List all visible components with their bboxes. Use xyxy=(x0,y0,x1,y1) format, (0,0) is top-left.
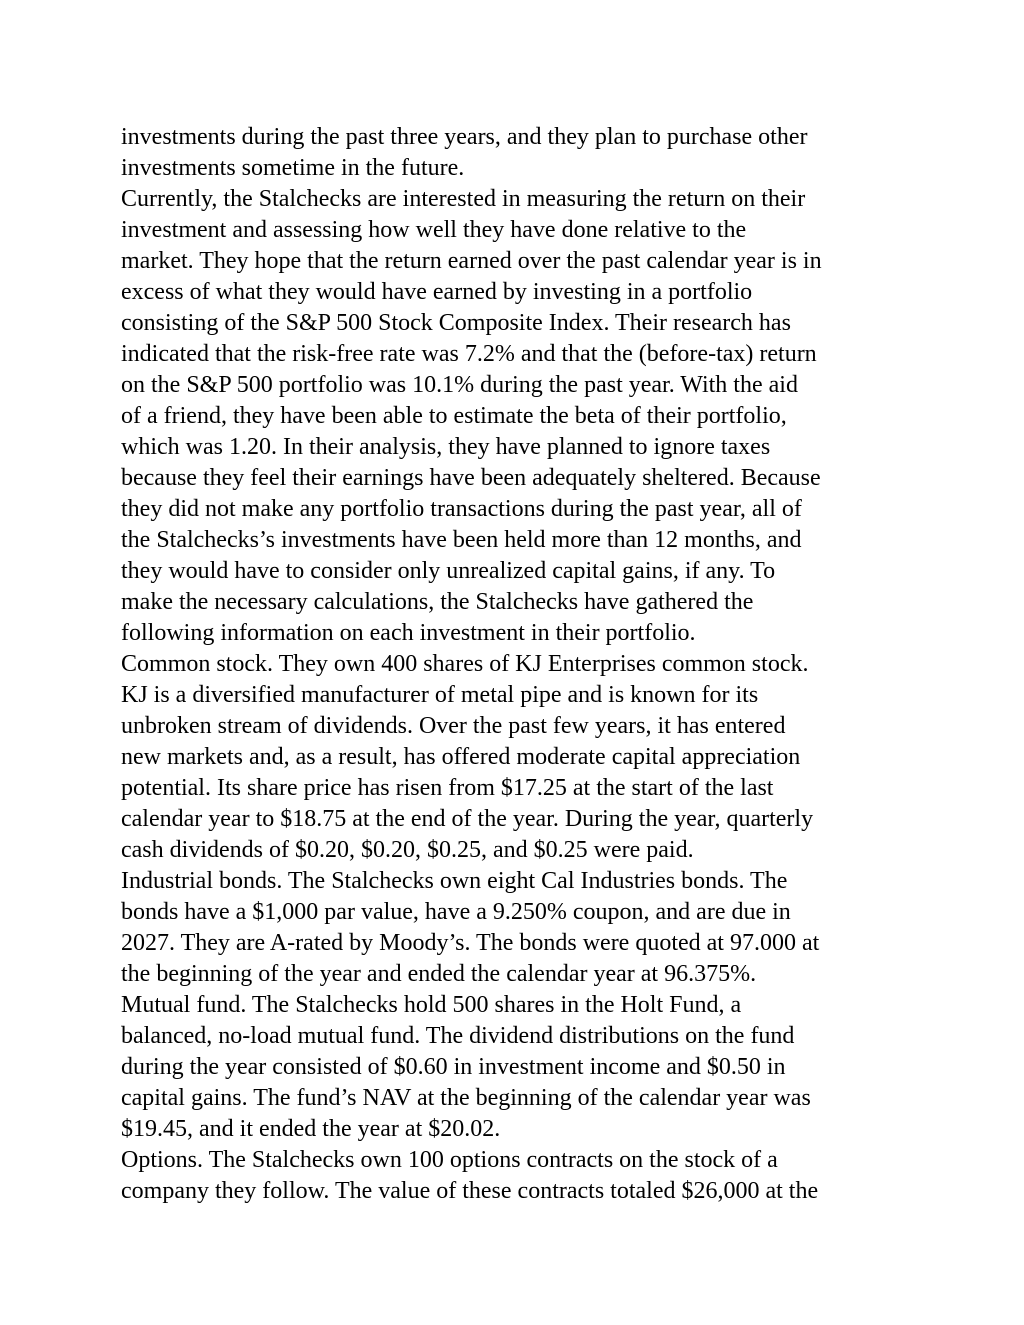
text-line-29: Mutual fund. The Stalchecks hold 500 shares in the Holt Fund, a xyxy=(121,992,742,1018)
text-line-17: following information on each investment in their portfolio. xyxy=(121,620,696,646)
text-line-23: calendar year to $18.75 at the end of the year. During the year, quarterly xyxy=(121,806,814,832)
text-line-12: because they feel their earnings have been adequately sheltered. Because xyxy=(121,465,821,491)
text-line-34: Options. The Stalchecks own 100 options contracts on the stock of a xyxy=(121,1147,778,1173)
text-line-26: bonds have a $1,000 par value, have a 9.250% coupon, and are due in xyxy=(121,899,791,925)
text-line-16: make the necessary calculations, the Stalchecks have gathered the xyxy=(121,589,754,615)
text-line-31: during the year consisted of $0.60 in investment income and $0.50 in xyxy=(121,1054,786,1080)
text-line-3: Currently, the Stalchecks are interested in measuring the return on their xyxy=(121,186,806,212)
text-line-27: 2027. They are A-rated by Moody’s. The bonds were quoted at 97.000 at xyxy=(121,930,820,956)
text-line-21: new markets and, as a result, has offered moderate capital appreciation xyxy=(121,744,801,770)
text-line-6: excess of what they would have earned by investing in a portfolio xyxy=(121,279,753,305)
text-line-22: potential. Its share price has risen from $17.25 at the start of the last xyxy=(121,775,774,801)
text-line-28: the beginning of the year and ended the calendar year at 96.375%. xyxy=(121,961,757,987)
text-line-25: Industrial bonds. The Stalchecks own eight Cal Industries bonds. The xyxy=(121,868,788,894)
text-line-10: of a friend, they have been able to estimate the beta of their portfolio, xyxy=(121,403,787,429)
text-line-24: cash dividends of $0.20, $0.20, $0.25, and $0.25 were paid. xyxy=(121,837,694,863)
text-line-30: balanced, no-load mutual fund. The dividend distributions on the fund xyxy=(121,1023,795,1049)
text-line-15: they would have to consider only unrealized capital gains, if any. To xyxy=(121,558,776,584)
text-line-5: market. They hope that the return earned over the past calendar year is in xyxy=(121,248,822,274)
text-line-13: they did not make any portfolio transactions during the past year, all of xyxy=(121,496,802,522)
text-line-14: the Stalchecks’s investments have been held more than 12 months, and xyxy=(121,527,802,553)
body-text xyxy=(121,122,921,1207)
text-line-33: $19.45, and it ended the year at $20.02. xyxy=(121,1116,501,1142)
text-line-4: investment and assessing how well they have done relative to the xyxy=(121,217,747,243)
text-line-32: capital gains. The fund’s NAV at the beginning of the calendar year was xyxy=(121,1085,811,1111)
text-line-11: which was 1.20. In their analysis, they have planned to ignore taxes xyxy=(121,434,771,460)
text-line-18: Common stock. They own 400 shares of KJ Enterprises common stock. xyxy=(121,651,809,677)
text-line-2: investments sometime in the future. xyxy=(121,155,465,181)
text-line-7: consisting of the S&P 500 Stock Composite Index. Their research has xyxy=(121,310,791,336)
text-line-9: on the S&P 500 portfolio was 10.1% during the past year. With the aid xyxy=(121,372,798,398)
text-line-20: unbroken stream of dividends. Over the past few years, it has entered xyxy=(121,713,786,739)
text-line-1: investments during the past three years, and they plan to purchase other xyxy=(121,124,808,150)
text-line-19: KJ is a diversified manufacturer of metal pipe and is known for its xyxy=(121,682,759,708)
text-line-35: company they follow. The value of these contracts totaled $26,000 at the xyxy=(121,1178,819,1204)
text-line-8: indicated that the risk-free rate was 7.2% and that the (before-tax) return xyxy=(121,341,817,367)
